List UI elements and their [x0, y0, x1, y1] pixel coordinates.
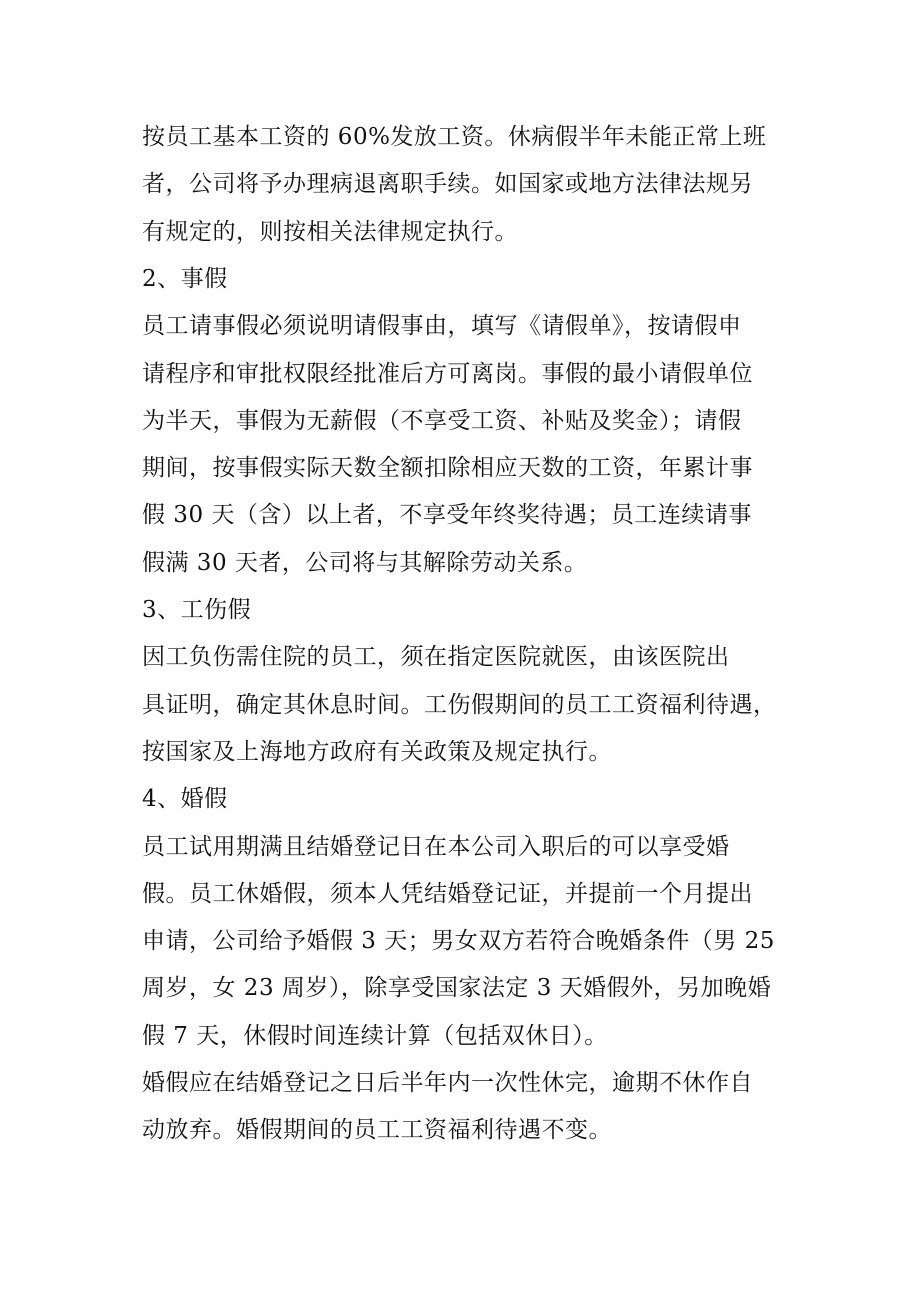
text-line: 动放弃。婚假期间的员工工资福利待遇不变。 [142, 1117, 612, 1143]
section-heading-work-injury-leave: 3、工伤假 [142, 597, 252, 623]
text-line: 为半天，事假为无薪假（不享受工资、补贴及奖金）；请假 [142, 408, 742, 434]
text-line: 按国家及上海地方政府有关政策及规定执行。 [142, 739, 612, 765]
text-line: 具证明，确定其休息时间。工伤假期间的员工工资福利待遇， [142, 692, 777, 718]
text-line: 申请，公司给予婚假 3 天；男女双方若符合晚婚条件（男 25 [142, 928, 775, 954]
text-line: 期间，按事假实际天数全额扣除相应天数的工资，年累计事 [142, 455, 753, 481]
text-line: 请程序和审批权限经批准后方可离岗。事假的最小请假单位 [142, 361, 753, 387]
text-line: 婚假应在结婚登记之日后半年内一次性休完，逾期不休作自 [142, 1070, 753, 1096]
text-line: 员工试用期满且结婚登记日在本公司入职后的可以享受婚 [142, 834, 730, 860]
section-heading-marriage-leave: 4、婚假 [142, 786, 228, 812]
text-line: 因工负伤需住院的员工，须在指定医院就医，由该医院出 [142, 644, 730, 670]
section-heading-sick-personal-leave: 2、事假 [142, 266, 228, 292]
text-line: 者，公司将予办理病退离职手续。如国家或地方法律法规另 [142, 171, 753, 197]
text-line: 假 30 天（含）以上者，不享受年终奖待遇；员工连续请事 [142, 502, 752, 528]
text-line: 周岁，女 23 周岁），除享受国家法定 3 天婚假外，另加晚婚 [142, 975, 772, 1001]
text-line: 假 7 天，休假时间连续计算（包括双休日）。 [142, 1023, 608, 1049]
text-line: 员工请事假必须说明请假事由，填写《请假单》，按请假申 [142, 313, 742, 339]
text-line: 假。员工休婚假，须本人凭结婚登记证，并提前一个月提出 [142, 881, 753, 907]
text-line: 有规定的，则按相关法律规定执行。 [142, 219, 518, 245]
text-line: 按员工基本工资的 60%发放工资。休病假半年未能正常上班 [142, 124, 767, 150]
text-line: 假满 30 天者，公司将与其解除劳动关系。 [142, 550, 588, 576]
